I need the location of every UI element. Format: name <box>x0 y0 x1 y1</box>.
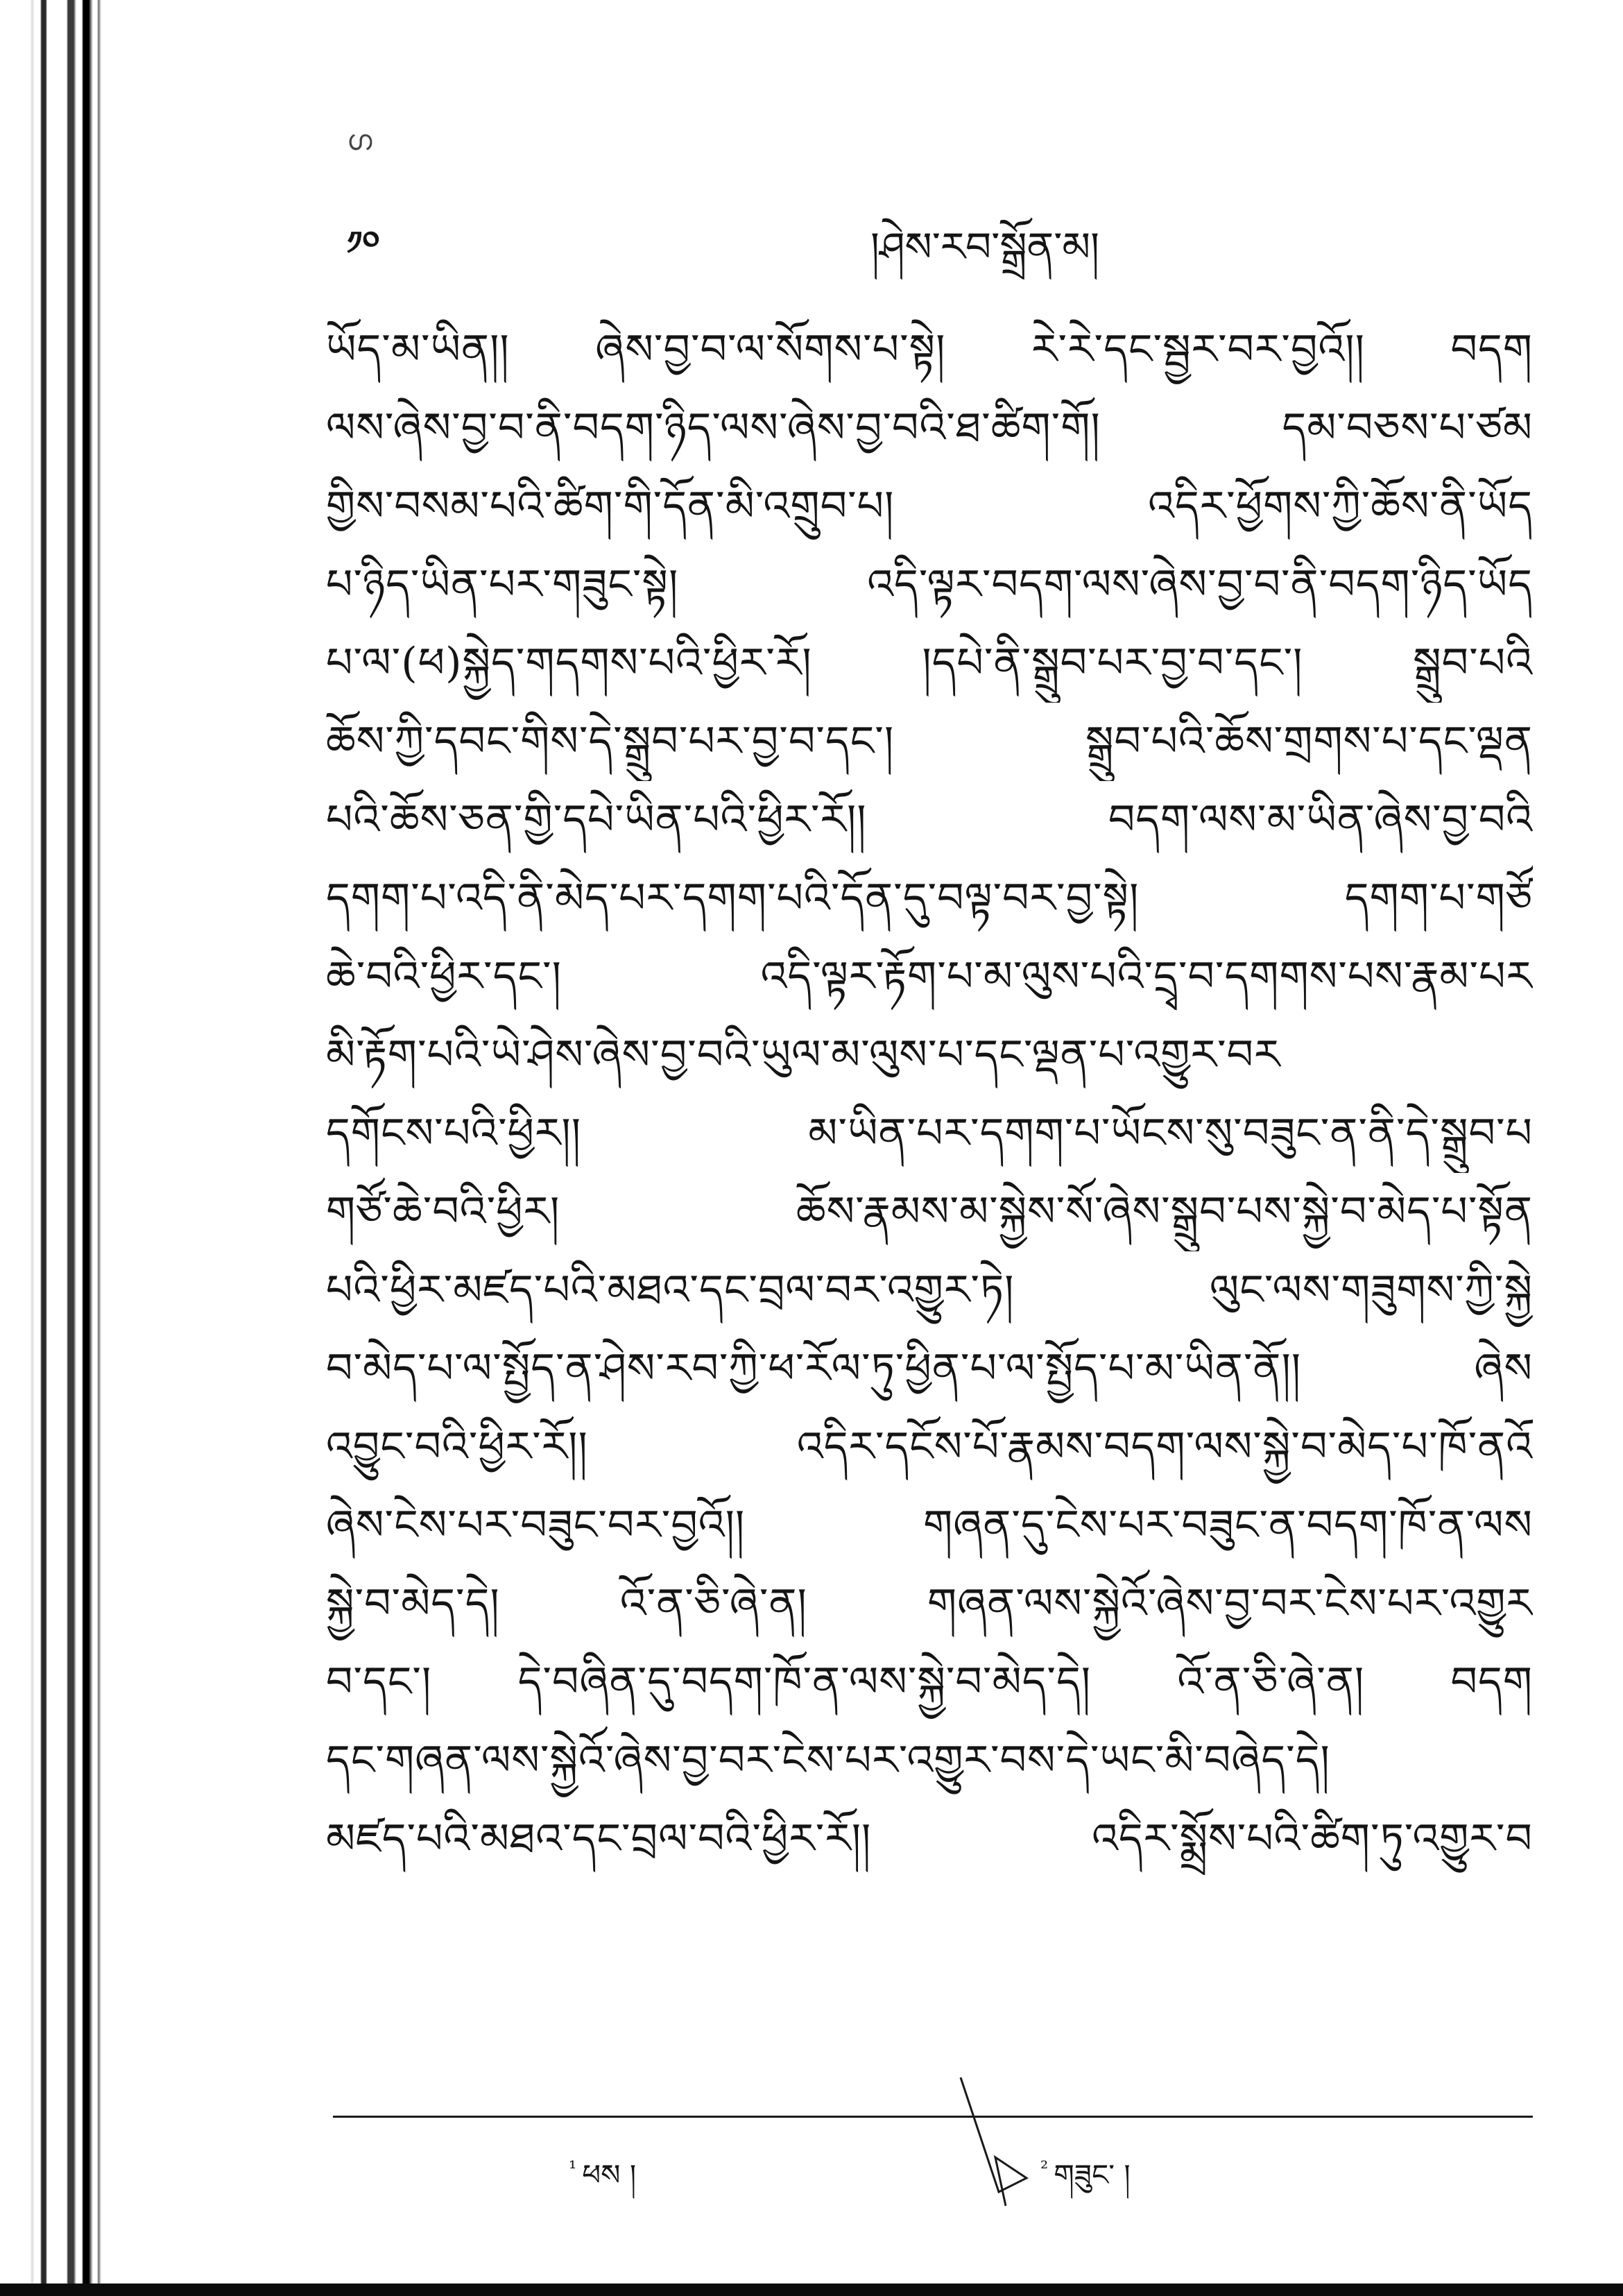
footnote-number: ¹ <box>569 2157 577 2179</box>
running-head: །ཤེས་རབ་སྒྲོན་མ། <box>870 223 1099 271</box>
text-line: འབྱུང་བའི་ཕྱིར་རོ།། འདིར་དངོས་པོ་རྣམས་བདག་ལས་སྐྱེ་བ་མེད་པ་ཁོ་ནའོ <box>326 1423 1533 1471</box>
scan-bottom-edge <box>0 2284 1623 2296</box>
footnote-text: གཟུང་ ། <box>1054 2158 1131 2192</box>
pen-stroke-mark <box>957 2074 1033 2213</box>
text-line: ཞེས་ངེས་པར་བཟུང་བར་བྱའོ།། གཞན་དུ་ངེས་པར་བཟུང་ན་བདག་ཁོ་ན་ལས <box>326 1501 1533 1550</box>
text-line: ལས་ཞེས་བྱ་བ་ནི་བདག་ཉིད་ལས་ཞེས་བྱ་བའི་ཐ་ཚིག་གོ། དམ་བཅས་པ་ཙམ <box>326 404 1533 452</box>
text-line: པའི་ཕྱིར་མཛད་པའི་མཐའ་དང་བྲལ་བར་འགྱུར་ཏེ། ལུང་ལས་གཟུགས་ཀྱི་སྐྱེ <box>326 1266 1533 1314</box>
text-line: ཆེ་བའི་ཕྱིར་དང་། འདི་ལྟར་རྟོག་པ་མ་ལུས་པའི་དྲྭ་བ་དགགས་པས་རྣམ་པར <box>326 952 1533 1001</box>
footnote <box>569 2142 636 2225</box>
footnote-number: ² <box>1040 2157 1049 2179</box>
folio-number: ༡༠ <box>347 224 380 262</box>
text-line: དང་གཞན་ལས་སྐྱེའོ་ཞེས་བྱ་བར་ངེས་པར་འགྱུར་བས་དེ་ཡང་མི་བཞེད་དེ། <box>326 1736 1330 1785</box>
text-line: སྐྱེ་བ་མེད་དེ། འོ་ན་ཅི་ཞེ་ན། གཞན་ལས་སྐྱེའོ་ཞེས་བྱ་བར་ངེས་པར་འགྱུར <box>326 1579 1533 1628</box>
text-line: ཡོད་མ་ཡིན།། ཞེས་བྱ་བ་ལ་སོགས་པ་སྟེ། རེ་རེ་དང་སྦྱར་བར་བྱའོ།། བདག <box>326 325 1533 374</box>
text-line: མཛད་པའི་མཐའ་དང་བྲལ་བའི་ཕྱིར་རོ།། འདིར་སྨྲོས་པའི་ཚིག་ཏུ་འགྱུར་བ <box>326 1815 1533 1863</box>
footnote-rule <box>333 2116 1533 2118</box>
text-line: བ་དང་། དེ་བཞིན་དུ་བདག་ཁོ་ན་ལས་སྐྱེ་བ་མེད་དེ། འོ་ན་ཅི་ཞེ་ན། བདག <box>326 1658 1533 1706</box>
footnote-text: ཕས ། <box>582 2158 637 2192</box>
footnote <box>1040 2142 1131 2225</box>
text-line: བ་མེད་པ་ལ་སྤྱོད་ན་ཤེས་རབ་ཀྱི་ཕ་རོལ་ཏུ་ཕྱིན་པ་ལ་སྤྱོད་པ་མ་ཡིན་ནོ།། ཞེས <box>326 1344 1533 1393</box>
text-line: པ་ཉིད་ཡིན་པར་གཟུང་སྟེ། འདི་ལྟར་བདག་ལས་ཞེས་བྱ་བ་ནི་བདག་ཉིད་ཡོད <box>326 560 1533 609</box>
text-line: དགོངས་པའི་ཕྱིར།། མ་ཡིན་པར་དགག་པ་ཡོངས་སུ་བཟུང་ན་ནི་དེ་སྒྲུབ་པ <box>326 1109 1533 1158</box>
text-line: དགག་པ་འདི་ནི་མེད་པར་དགག་པའི་དོན་དུ་བལྟ་བར་བྱ་སྟེ། དགག་པ་གཙོ <box>326 874 1533 923</box>
binding-edge <box>0 0 104 2296</box>
text-line: ཆོས་ཀྱི་དབང་གིས་དེ་སྒྲུབ་པར་བྱ་བ་དང་། སྒྲུབ་པའི་ཆོས་གྲགས་པ་དང་ལྡན <box>326 717 1533 766</box>
page-mark: ഗ <box>347 125 372 157</box>
body-text <box>326 311 1533 1878</box>
text-line: གཙོ་ཆེ་བའི་ཕྱིར། ཆོས་རྣམས་མ་སྐྱེས་སོ་ཞེས་སྒྲུབ་པས་སྐྱེ་བ་མེད་པ་སྟོན <box>326 1188 1533 1236</box>
text-line: པའི་ཆོས་ཅན་གྱི་དཔེ་ཡིན་པའི་ཕྱིར་རོ།། བདག་ལས་མ་ཡིན་ཞེས་བྱ་བའི <box>326 796 1533 844</box>
text-line: གྱིས་བསམ་པའི་ཚིག་གི་དོན་མི་འགྲུབ་པ། འདིར་ཕྱོགས་ཀྱི་ཆོས་ནི་ཡོད <box>326 482 1533 531</box>
text-line: པ་ལ་(ཕ)སྐྱེད་གདགས་པའི་ཕྱིར་རོ། །དཔེ་ནི་སྒྲུབ་པར་བྱ་བ་དང་། སྒྲུབ་པའི <box>326 639 1533 687</box>
text-line: མི་རྟོག་པའི་ཡེ་ཤེས་ཞེས་བྱ་བའི་ཡུལ་མ་ལུས་པ་དང་ལྡན་པ་འགྱུར་བར <box>326 1031 1281 1079</box>
